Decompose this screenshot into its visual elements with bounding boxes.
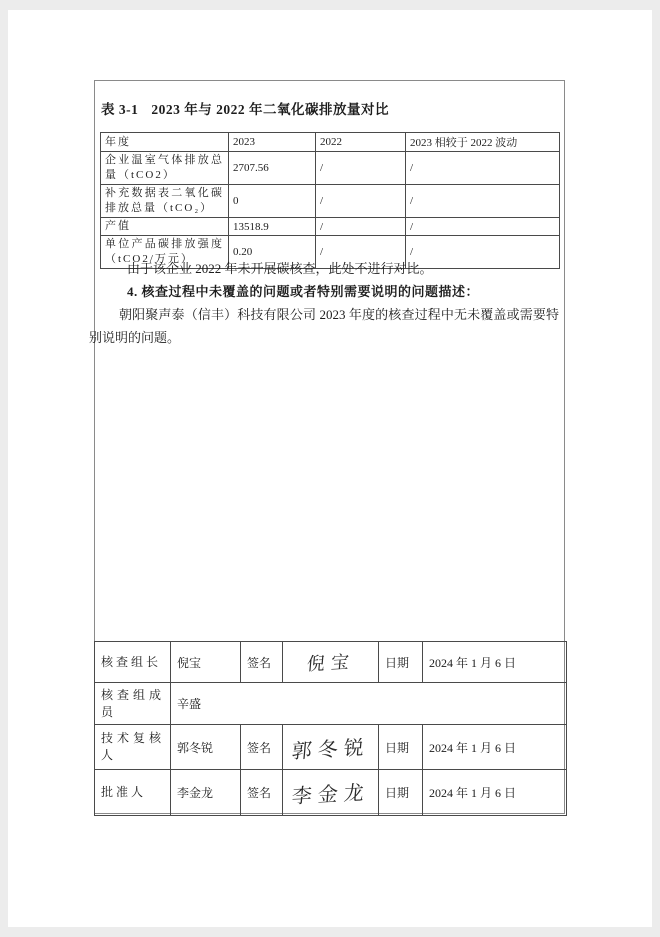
value-2022: / <box>316 236 406 269</box>
signature-cell <box>283 770 379 816</box>
emissions-comparison-table <box>100 132 560 269</box>
table-caption <box>101 98 389 118</box>
value-2022: / <box>316 218 406 236</box>
note-no-comparison: 由于该企业 2022 年未开展碳核查，此处不进行对比。 <box>127 261 433 276</box>
row-label: 企业温室气体排放总量（tCO2） <box>101 152 229 185</box>
table-row-total-ghg <box>101 152 560 185</box>
table-row-supplementary-co2 <box>101 185 560 218</box>
signoff-row-technical-reviewer <box>95 725 567 770</box>
col-header-year: 年度 <box>101 133 229 152</box>
person-name: 倪宝 <box>171 642 241 683</box>
table-header-row <box>101 133 560 152</box>
date-label: 日期 <box>379 725 423 770</box>
signature-cell <box>283 725 379 770</box>
value-2023: 13518.9 <box>229 218 316 236</box>
signature-handwriting: 李金龙 <box>290 781 371 809</box>
value-2022: / <box>316 185 406 218</box>
signoff-row-approver <box>95 770 567 816</box>
value-2022: / <box>316 152 406 185</box>
role-label: 核查组长 <box>95 642 171 683</box>
signoff-row-team-members <box>95 683 567 725</box>
date-value: 2024 年 1 月 6 日 <box>423 642 567 683</box>
signature-handwriting: 郭冬锐 <box>290 736 371 763</box>
date-label: 日期 <box>379 770 423 816</box>
signoff-table <box>94 641 567 816</box>
row-label: 补充数据表二氧化碳排放总量（tCO₂） <box>101 185 229 218</box>
signature-cell <box>283 642 379 683</box>
col-header-2023: 2023 <box>229 133 316 152</box>
sign-label: 签名 <box>241 642 283 683</box>
notes-section <box>89 257 559 349</box>
date-value: 2024 年 1 月 6 日 <box>423 770 567 816</box>
value-fluctuation: / <box>406 236 560 269</box>
col-header-fluctuation: 2023 相较于 2022 波动 <box>406 133 560 152</box>
value-fluctuation: / <box>406 152 560 185</box>
section4-body: 朝阳聚声泰（信丰）科技有限公司 2023 年度的核查过程中无未覆盖或需要特别说明的问题。 <box>89 307 559 345</box>
value-fluctuation: / <box>406 218 560 236</box>
value-2023: 0 <box>229 185 316 218</box>
date-value: 2024 年 1 月 6 日 <box>423 725 567 770</box>
role-label: 批准人 <box>95 770 171 816</box>
table-caption-number: 表 3-1 <box>101 102 139 117</box>
table-caption-text: 2023 年与 2022 年二氧化碳排放量对比 <box>151 102 389 117</box>
value-fluctuation: / <box>406 185 560 218</box>
person-name: 辛盛 <box>171 683 567 725</box>
value-2023: 2707.56 <box>229 152 316 185</box>
sign-label: 签名 <box>241 725 283 770</box>
sign-label: 签名 <box>241 770 283 816</box>
value-2023: 0.20 <box>229 236 316 269</box>
role-label: 核查组成员 <box>95 683 171 725</box>
person-name: 李金龙 <box>171 770 241 816</box>
signature-handwriting: 倪宝 <box>305 651 356 675</box>
table-row-output-value <box>101 218 560 236</box>
date-label: 日期 <box>379 642 423 683</box>
row-label: 单位产品碳排放强度（tCO2/万元） <box>101 236 229 269</box>
signoff-row-team-leader <box>95 642 567 683</box>
col-header-2022: 2022 <box>316 133 406 152</box>
row-label: 产值 <box>101 218 229 236</box>
report-page <box>8 10 652 927</box>
role-label: 技术复核人 <box>95 725 171 770</box>
person-name: 郭冬锐 <box>171 725 241 770</box>
section4-heading: 4. 核查过程中未覆盖的问题或者特别需要说明的问题描述： <box>127 284 480 299</box>
